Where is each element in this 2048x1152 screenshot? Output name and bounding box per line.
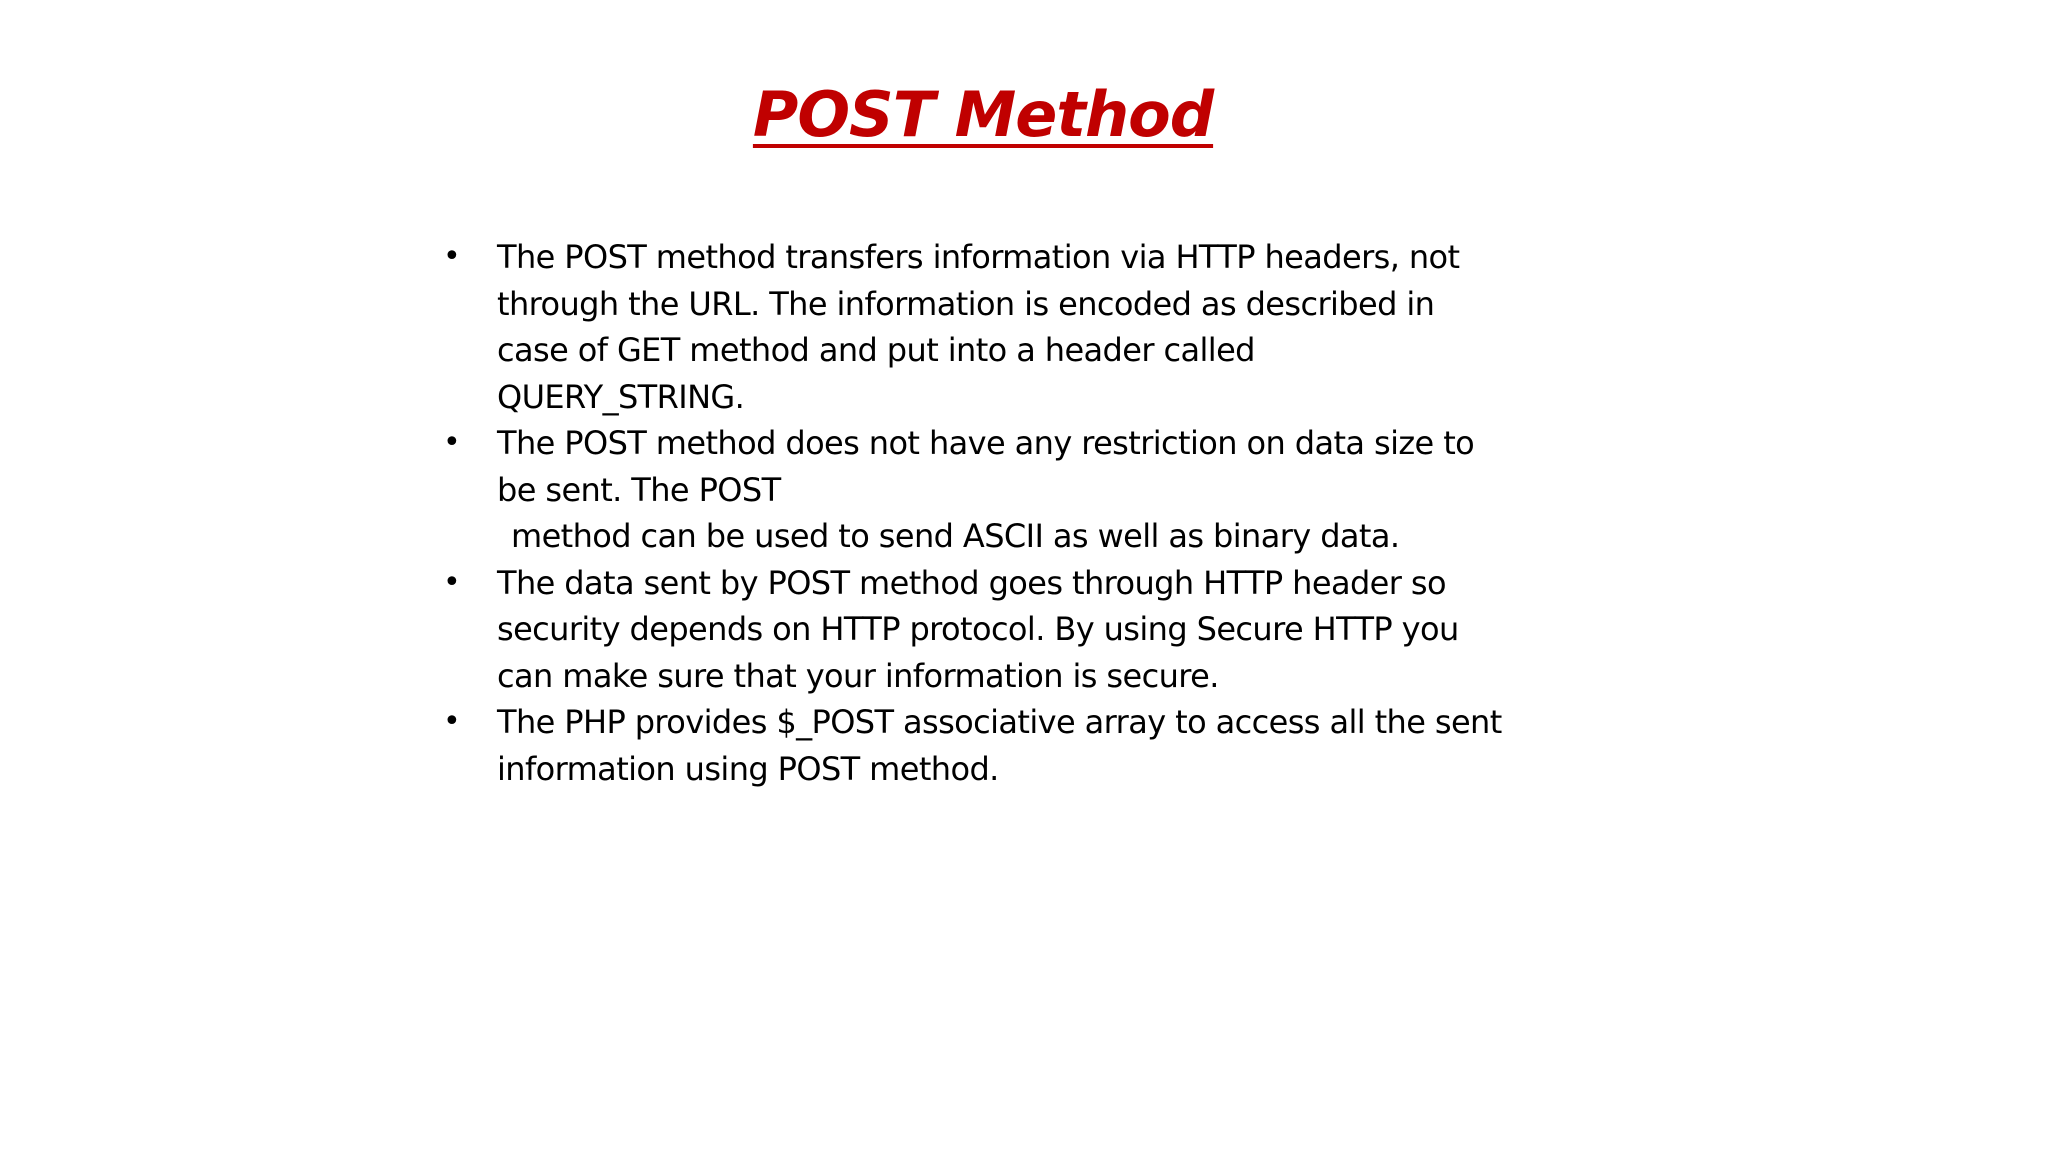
bullet-text-line: method can be used to send ASCII as well as binary data. [511,517,1400,555]
slide-title: POST Method [752,78,1214,151]
bullet-icon: • [443,239,461,274]
bullet-text-line: through the URL. The information is encoded as described in [497,284,1435,323]
bullet-icon: • [443,425,461,460]
bullet-text-line: be sent. The POST [497,470,781,509]
bullet-text-line: The PHP provides $_POST associative array to access all the sent [497,703,1502,741]
bullet-icon: • [443,704,461,739]
bullet-list [443,234,1533,792]
bullet-text-line: can make sure that your information is secure. [497,656,1219,695]
bullet-text-line: The POST method transfers information via HTTP headers, not [497,238,1460,276]
bullet-text-line: QUERY_STRING. [497,377,745,416]
bullet-item [443,234,1533,420]
bullet-item [443,699,1533,792]
bullet-text-line: The POST method does not have any restriction on data size to [497,424,1475,462]
bullet-text-line: security depends on HTTP protocol. By using Secure HTTP you [497,610,1459,648]
bullet-item [443,420,1533,560]
bullet-text-line: case of GET method and put into a header called [497,331,1255,369]
bullet-text-line: The data sent by POST method goes through HTTP header so [497,563,1446,602]
bullet-icon: • [443,564,461,600]
bullet-text-line: information using POST method. [497,749,999,788]
bullet-item [443,560,1533,700]
